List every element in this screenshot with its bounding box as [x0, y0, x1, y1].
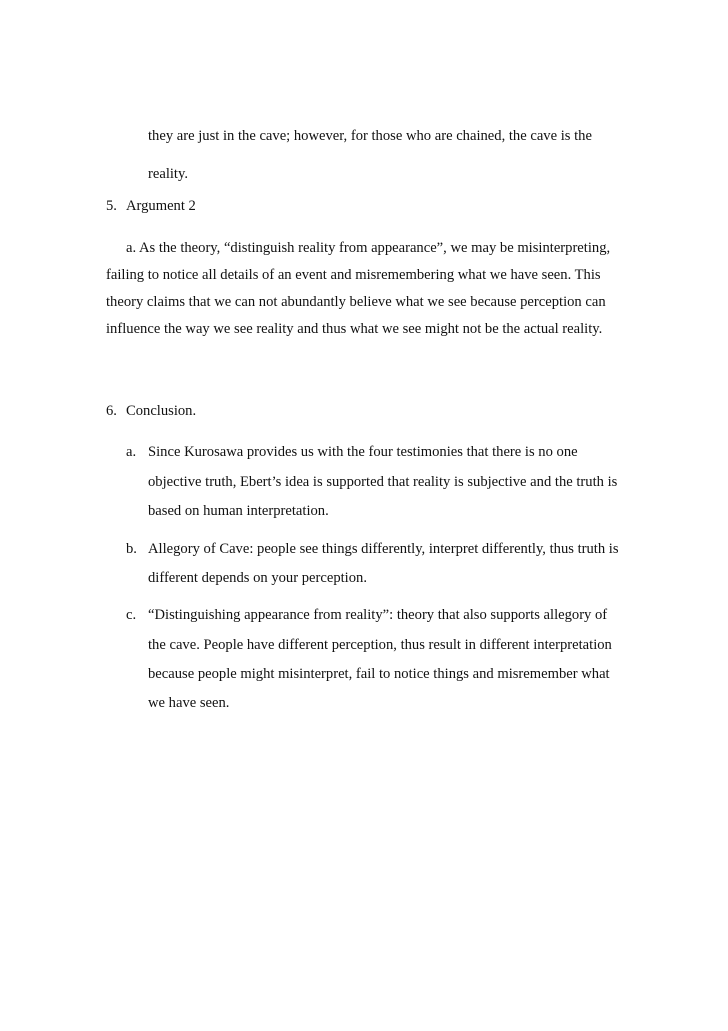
list-marker: c. [126, 607, 137, 623]
section-number: 5. [106, 198, 117, 214]
list-item-line: we have seen. [148, 695, 230, 711]
list-marker: a. [126, 444, 137, 460]
paragraph-line: theory claims that we can not abundantly believe what we see because perception can [106, 294, 606, 310]
list-item-line: objective truth, Ebert’s idea is supported that reality is subjective and the truth is [148, 474, 618, 490]
continuation-line: reality. [148, 166, 188, 182]
list-item-line: “Distinguishing appearance from reality”: theory that also supports allegory of [148, 607, 608, 623]
section-number: 6. [106, 403, 117, 419]
list-item-line: Allegory of Cave: people see things differently, interpret differently, thus truth is [148, 541, 619, 557]
section-heading: Conclusion. [126, 403, 197, 419]
list-item-line: Since Kurosawa provides us with the four testimonies that there is no one [148, 444, 578, 460]
list-marker: b. [126, 541, 137, 557]
paragraph-line: a. As the theory, “distinguish reality from appearance”, we may be misinterpreting, [126, 240, 611, 256]
paragraph-line: failing to notice all details of an event and misremembering what we have seen. This [106, 267, 601, 283]
continuation-line: they are just in the cave; however, for those who are chained, the cave is the [148, 128, 592, 144]
list-item-line: the cave. People have different perception, thus result in different interpretation [148, 637, 612, 653]
paragraph-line: influence the way we see reality and thus what we see might not be the actual reality. [106, 321, 603, 337]
list-item-line: because people might misinterpret, fail to notice things and misremember what [148, 666, 610, 682]
list-item-line: based on human interpretation. [148, 503, 329, 519]
section-heading: Argument 2 [126, 198, 196, 214]
list-item-line: different depends on your perception. [148, 570, 367, 586]
